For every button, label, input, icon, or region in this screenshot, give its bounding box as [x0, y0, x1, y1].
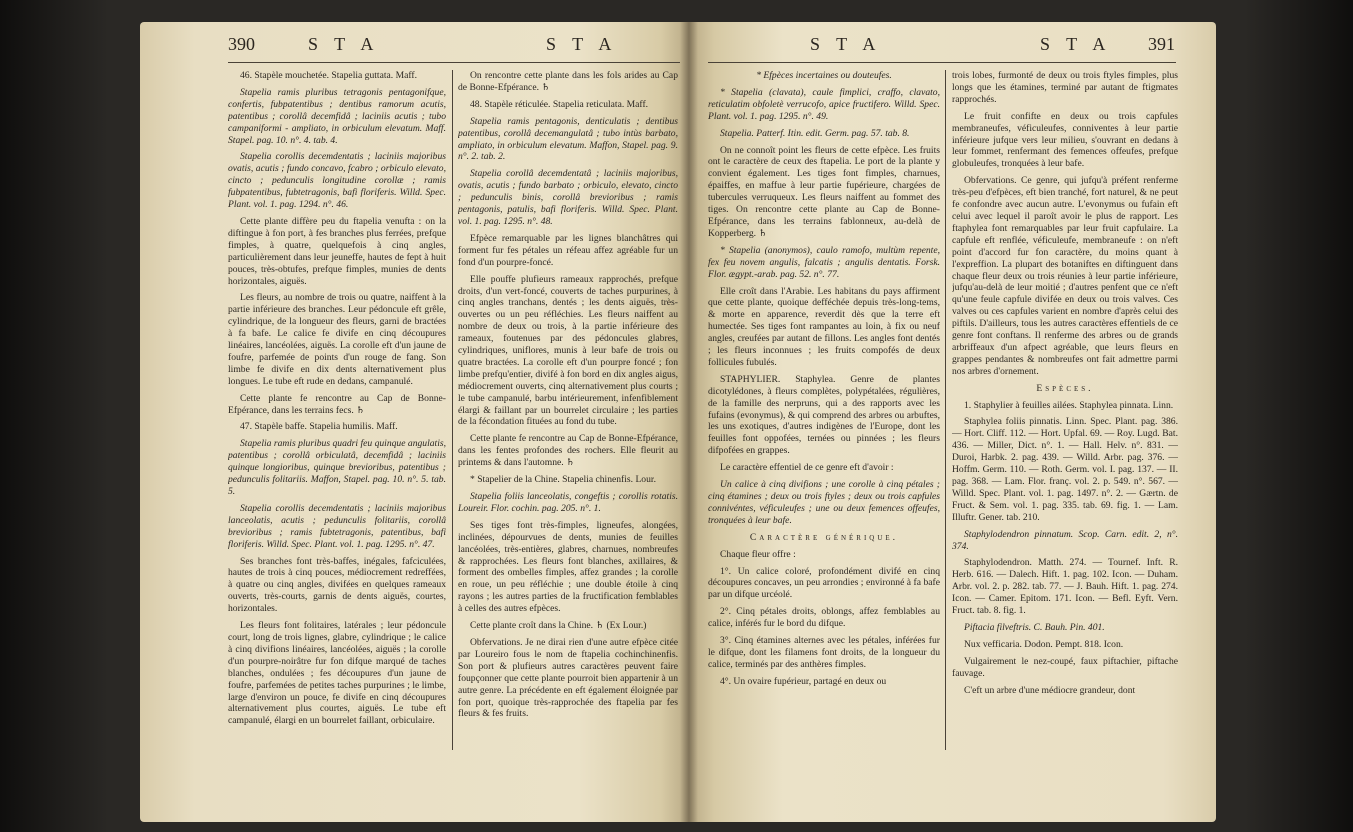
left-col2-paragraph: Stapelia ramis pentagonis, denticulatis ; dentibus patentibus, corollâ decemangulatâ ; tubo intùs barbato, ampliato, in orbiculum elevatum. Maffon, Stapel. pag. 9. n°. 2. tab. 2. [458, 115, 678, 163]
right-col2-paragraph: Staphylea foliis pinnatis. Linn. Spec. Plant. pag. 386. — Hort. Cliff. 112. — Hort. Upfal. 69. — Roy. Lugd. Bat. 436. — Miller, Dict. n°. 1. — Hall. Helv. n°. 831. — Duroi, Harbk. 2. pag. 439. — Willd. Arbr. pag. 376. — Hoffm. Germ. 110. — Roth. Germ. vol. I. pag. 137. — II. pag. 368. — Lam. Flor. franç. vol. 2. p. 549. n°. 567. — Willd. Spec. Plant. vol. 1. pag. 1497. n°. 2. — Gærtn. de Fruct. & Sem. vol. 1. pag. 335. tab. 69. fig. 1. — Lam. Illuftr. Gener. tab. 210. [952, 416, 1178, 523]
right-col1-paragraph: 3°. Cinq étamines alternes avec les pétales, inférées fur le difque, dont les filamens font droits, de la longueur du calice, terminés par des anthères fimples. [708, 635, 940, 670]
right-col1-paragraph: STAPHYLIER. Staphylea. Genre de plantes dicotylédones, à fleurs complètes, polypétalées, régulières, de la famille des nerpruns, qui a des rapports avec les fufains (evonymus), & qui comprend des arbres ou arbuftes, les uns exotiques, d'autres indigènes de l'Europe, dont les feuilles font oppofées, ternées ou pinnées ; les fleurs difpofées en grappes. [708, 373, 940, 457]
left-head-rule [228, 62, 680, 63]
right-col2-paragraph: C'eft un arbre d'une médiocre grandeur, dont [964, 684, 1136, 696]
left-col1-paragraph: Ses branches font très-baffes, inégales, fafciculées, hautes de trois à cinq pouces, médiocrement redreffées, à quatre ou cinq angles, divifées en quelques rameaux ouverts, très-courts, garnis de dents aiguës, courtes, horizontales. [228, 555, 446, 615]
right-running-head [718, 34, 1188, 60]
right-head-title-2: S T A [1040, 34, 1112, 54]
book-gutter [680, 22, 698, 822]
left-col1-paragraph: Cette plante fe rencontre au Cap de Bonne-Efpérance, dans les terrains fecs. ♄ [228, 392, 446, 416]
left-col1-paragraph: 47. Stapèle baffe. Stapelia humilis. Maff. [240, 421, 398, 433]
right-col2-paragraph: Vulgairement le nez-coupé, faux piftachier, piftache fauvage. [952, 655, 1178, 679]
right-col1-paragraph: Chaque fleur offre : [720, 548, 796, 560]
right-col2-paragraph: Espèces. [1036, 382, 1094, 394]
left-col2-paragraph: Ses tiges font très-fimples, ligneufes, alongées, inclinées, dépourvues de dents, munies de feuilles lancéolées, très-entières, glabres, charnues, nombreufes & rapprochées. Les fleurs font blanches, axillaires, & forment des ombelles fimples, affez grandes ; la corolle en roue, un peu réfléchie ; une double étoile à cinq rayons ; les autres parties de la fructification femblables à celles des autres efpèces. [458, 519, 678, 615]
left-col1-paragraph: Cette plante diffère peu du ftapelia venufta : on la diftingue à fon port, à fes branches plus ferrées, prefque fimples, à quatre, quelquefois à cinq angles, particulièrement dans leur jeuneffe, hautes de fept à huit pouces, très-obtufes, prefque fimples, munies de dents horizontales, aiguës. [228, 215, 446, 287]
left-col2-paragraph: On rencontre cette plante dans les fols arides au Cap de Bonne-Efpérance. ♄ [458, 70, 678, 93]
right-col1-paragraph: 2°. Cinq pétales droits, oblongs, affez femblables au calice, inférés fur le bord du difque. [708, 606, 940, 630]
right-col1-paragraph: Stapelia. Patterf. Itin. edit. Germ. pag. 57. tab. 8. [720, 127, 910, 139]
left-col1-paragraph: Stapelia ramis pluribus quadri feu quinque angulatis, patentibus ; corollâ orbiculatâ, decemfidâ ; laciniis quinque longioribus, quinque brevioribus, patentibus ; pedunculis folitariis. Maffon, Stapel. pag. 10. n°. 5. tab. 5. [228, 438, 446, 497]
left-column-divider [452, 70, 453, 750]
right-col1-paragraph: 4°. Un ovaire fupérieur, partagé en deux ou [720, 675, 887, 687]
left-col2-paragraph: Elle pouffe plufieurs rameaux rapprochés, prefque droits, d'un vert-foncé, couverts de taches purpurines, à cinq angles tranchans, dentés ; les dents aiguës, très-ouvertes ou un peu réfléchies. Les fleurs naiffent au nombre de deux ou trois, à la partie inférieure des rameaux, foutenues par des pédoncules glabres, cylindriques, uniflores, munis à leur bafe de trois ou quatre bractées. La corolle eft d'un pourpre foncé ; fon limbe prefqu'entier, divifé à fon bord en dix angles aigus, médiocrement ouverts, cinq alternativement plus courts ; le tube campanulé, barbu intérieurement, infenfiblement élargi & faillant par un bourrelet circulaire ; les parties de la fécondation fituées au fond du tube. [458, 273, 678, 428]
left-col2-paragraph: Cette plante croît dans la Chine. ♄ (Ex Lour.) [470, 620, 647, 632]
right-col2-paragraph: Le fruit confifte en deux ou trois capfules membraneufes, véficuleufes, conniventes à leur partie inférieure jufque vers leur milieu, s'ouvrant en dedans à leur fommet, renfermant des femences offeufes, prefque globuleufes, tronquées à leur bafe. [952, 110, 1178, 170]
left-col1-paragraph: Les fleurs font folitaires, latérales ; leur pédoncule court, long de trois lignes, glabre, cylindrique ; le calice à cinq divifions linéaires, lancéolées, aiguës ; la corolle d'un pourpre-noirâtre fur fon difque marqué de taches blanches, ondulées ; fes découpures d'un jaune de foufre, parfemées de petites taches purpurines ; le limbe, large d'environ un pouce, fe divife en cinq découpures alternativement plus courtes, aiguës. Le tube eft campanulé, élargi en un bourrelet faillant, orbiculaire. [228, 620, 446, 727]
right-col1-paragraph: * Stapelia (anonymos), caulo ramofo, multùm repente, fex feu novem angulis, falcatis ; angulis dentatis. Forsk. Flor. ægypt.-arab. pag. 52. n°. 77. [708, 244, 940, 280]
right-col1-paragraph: On ne connoît point les fleurs de cette efpèce. Les fruits ont le caractère de ceux des ftapelia. Le port de la plante y convient également. Les tiges font fimples, charnues, épaiffes, en maffue à leur partie fupérieure, chargées de tubercules verruqueux. Les fleurs naiffent au fommet des tiges. On rencontre cette plante au Cap de Bonne-Efpérance, dans les terrains fablonneux, au-delà de Kopperberg. ♄ [708, 144, 940, 239]
left-head-title-2: S T A [546, 34, 618, 54]
right-col2-paragraph: 1. Staphylier à feuilles ailées. Staphylea pinnata. Linn. [964, 399, 1174, 411]
right-head-title-1: S T A [810, 34, 882, 54]
left-col1-paragraph: 46. Stapèle mouchetée. Stapelia guttata. Maff. [240, 70, 417, 81]
left-col2-paragraph: Cette plante fe rencontre au Cap de Bonne-Efpérance, dans les fentes profondes des rochers. Elle fleurit au printems & dans l'automne. ♄ [458, 433, 678, 469]
right-col1-paragraph: * Efpèces incertaines ou douteufes. [756, 70, 892, 81]
left-col2-paragraph: Efpèce remarquable par les lignes blanchâtres qui forment fur fes pétales un réfeau affez agréable fur un fond d'un pourpre-foncé. [458, 232, 678, 268]
right-col1-paragraph: 1°. Un calice coloré, profondément divifé en cinq découpures concaves, un peu arrondies ; environné à fa bafe par un difque urcéolé. [708, 565, 940, 601]
right-page-number: 391 [1148, 34, 1175, 54]
left-col1-paragraph: Les fleurs, au nombre de trois ou quatre, naiffent à la partie inférieure des branches. Leur pédoncule eft grêle, cylindrique, de la longueur des fleurs, garni de bractées à fa bafe. Le calice fe divife en cinq découpures linéaires, lancéolées, aiguës. La corolle eft d'un jaune de foufre, parfemée de points d'un rouge de fang. Son limbe fe divife en dix dents alternativement plus longues. Le tube eft rude en dedans, campanulé. [228, 292, 446, 387]
right-col1-paragraph: Elle croît dans l'Arabie. Les habitans du pays affirment que cette plante, quoique defféchée depuis très-long-tems, & morte en apparence, reverdit dès que la terre eft humectée. Ses tiges font rampantes au loin, à fix ou neuf angles, creufées par autant de fillons. Les angles font dentés ; les fleurs inconnues ; les fruits compofés de deux follicules fubulés. [708, 285, 940, 368]
left-head-title-1: S T A [308, 34, 380, 54]
left-running-head [228, 34, 678, 60]
right-col2-paragraph: Piftacia filveftris. C. Bauh. Pin. 401. [964, 621, 1105, 633]
left-col2-paragraph: Stapelia corollâ decemdentatâ ; laciniis majoribus, ovatis, acutis ; fundo barbato ; orbiculo, elevato, cincto ; pedunculis binis, corollâ brevioribus ; ramis pentagonis, patulis, bafi floriferis. Willd. Spec. Plant. vol. 1. pag. 1295. n°. 48. [458, 168, 678, 227]
left-col1-paragraph: Stapelia corollis decemdentatis ; laciniis majoribus ovatis, acutis ; fundo concavo, fcabro ; orbiculo elevato, cincto ; pedunculis longitudine corollæ ; ramis fubpatentibus, fubtetragonis, bafi floriferis. Willd. Spec. Plant. vol. 1. pag. 1294. n°. 46. [228, 151, 446, 211]
right-col2-paragraph: Obfervations. Ce genre, qui jufqu'à préfent renferme très-peu d'efpèces, eft bien tranché, fort naturel, & ne peut fe confondre avec aucun autre. L'evonymus ou fufain eft celui avec lequel il paroît avoir le plus de rapport. Les ftaphylea font remarquables par leur fruit capfulaire. La capfule eft renflée, véficuleufe, membraneufe : on n'eft point d'accord fur fon caractère, du moins quant à l'expreffion. La plupart des botaniftes en diftinguent dans chaque fleur deux ou trois réunies à leur partie inférieure, jufqu'au-delà de leur moitié ; d'autres penfent que ce n'eft qu'une feule capfule divifée en deux ou trois valves. Ces valves ou ces capfules varient en nombre d'après celui des piftils. D'ailleurs, tous les autres caractères effentiels de ce genre font conftans. Il renferme des arbres ou de grands arbriffeaux d'un afpect agréable, que leurs fleurs en grappes pendantes & nombreufes ont fait admettre parmi nos arbres d'ornement. [952, 175, 1178, 377]
right-page-column-2 [952, 70, 1178, 760]
right-column-divider [945, 70, 946, 750]
left-col2-paragraph: * Stapelier de la Chine. Stapelia chinenfis. Lour. [470, 474, 656, 486]
left-col1-paragraph: Stapelia ramis pluribus tetragonis pentagonifque, confertis, fubpatentibus ; dentibus ramorum acutis, patentibus ; corollâ decemfidâ ; laciniis acutis ; tubo campaniformi - ampliato, in orbiculum elevatum. Maff. Stapel. pag. 10. n°. 4. tab. 4. [228, 86, 446, 146]
right-col1-paragraph: Caractère générique. [749, 531, 899, 543]
left-page-column-2 [458, 70, 678, 760]
right-col2-paragraph: Nux vefficaria. Dodon. Pempt. 818. Icon. [964, 638, 1124, 650]
left-page-number: 390 [228, 34, 255, 54]
right-col1-paragraph: Le caractère effentiel de ce genre eft d'avoir : [720, 462, 894, 474]
right-page-column-1 [708, 70, 940, 760]
left-col2-paragraph: Stapelia foliis lanceolatis, congeftis ; corollis rotatis. Loureir. Flor. cochin. pag. 205. n°. 1. [458, 491, 678, 514]
right-col1-paragraph: Un calice à cinq divifions ; une corolle à cinq pétales ; cinq étamines ; deux ou trois ftyles ; deux ou trois capfules connivéntes, véficuleufes ; une ou deux femences offeufes, tronquées à leur bafe. [708, 479, 940, 526]
left-page-column-1 [228, 70, 446, 760]
right-col2-paragraph: Staphylodendron. Matth. 274. — Tournef. Inft. R. Herb. 616. — Dalech. Hift. 1. pag. 102. Icon. — Duham. Arbr. vol. 2. p. 282. tab. 77. — J. Bauh. Hift. 1. pag. 274. Icon. — Camer. Epitom. 171. Icon. — Befl. Eyft. Vern. Fruct. tab. 8. fig. 1. [952, 557, 1178, 617]
left-col2-paragraph: 48. Stapèle réticulée. Stapelia reticulata. Maff. [470, 98, 649, 110]
right-head-rule [708, 62, 1176, 63]
left-col1-paragraph: Stapelia corollis decemdentatis ; laciniis majoribus lanceolatis, acutis ; pedunculis folitariis, corollâ brevioribus ; ramis fubtetragonis, patentibus, bafi floriferis. Willd. Spec. Plant. vol. 1. pag. 1295. n°. 47. [228, 502, 446, 550]
left-col2-paragraph: Obfervations. Je ne dirai rien d'une autre efpèce citée par Loureiro fous le nom de ftapelia cochinchinenfis. Son port & plufieurs autres caractères peuvent faire foupçonner que cette plante pourroit bien appartenir à un autre genre. La précédente en eft également éloignée par fon port, quoique très-rapprochée des ftapelia par fes fleurs & fes fruits. [458, 636, 678, 720]
right-col2-paragraph: Staphylodendron pinnatum. Scop. Carn. edit. 2, n°. 374. [952, 528, 1178, 552]
right-col1-paragraph: * Stapelia (clavata), caule fimplici, craffo, clavato, reticulatim obfoletè verrucofo, apice fructifero. Willd. Spec. Plant. vol. 1. pag. 1295. n°. 49. [708, 86, 940, 122]
right-col2-paragraph: trois lobes, furmonté de deux ou trois ftyles fimples, plus longs que les étamines, terminé par autant de ftigmates rapprochés. [952, 70, 1178, 105]
